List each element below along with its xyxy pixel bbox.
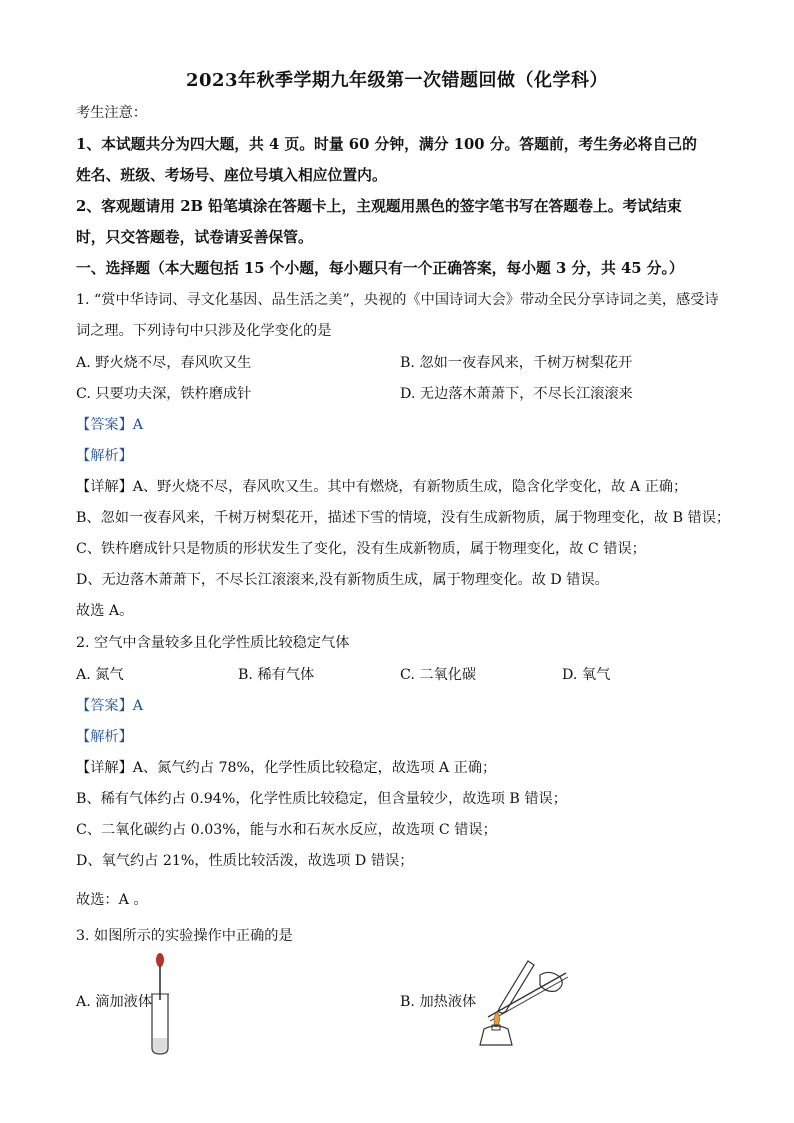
q3-option-b: B. 加热液体: [400, 994, 477, 1010]
page-title: 2023年秋季学期九年级第一次错题回做（化学科）: [185, 70, 609, 91]
q1-choice: 故选 A。: [76, 603, 134, 619]
alcohol-lamp: [480, 1026, 512, 1045]
heating-liquid-figure: [470, 955, 574, 1047]
q1-detail-c: C、铁杵磨成针只是物质的形状发生了变化，没有生成新物质，属于物理变化，故 C 错误；: [76, 541, 646, 557]
q2-detail-b: B、稀有气体约占 0.94%，化学性质比较稳定，但含量较少，故选项 B 错误；: [76, 791, 567, 807]
q1-detail-b: B、忽如一夜春风来，千树万树梨花开，描述下雪的情境，没有生成新物质，属于物理变化，故 B 错误；: [76, 510, 731, 526]
q1-analysis-label: 【解析】: [76, 448, 133, 464]
q1-detail-d: D、无边落木萧萧下，不尽长江滚滚来,没有新物质生成，属于物理变化。故 D 错误。: [76, 572, 609, 588]
notice-item-2-line-1: 2、客观题请用 2B 铅笔填涂在答题卡上，主观题用黑色的签字笔书写在答题卷上。考试结束: [76, 198, 682, 215]
q1-stem-line-2: 词之理。下列诗句中只涉及化学变化的是: [76, 323, 332, 339]
q2-choice: 故选：A 。: [76, 892, 148, 908]
q1-option-b: B. 忽如一夜春风来，千树万树梨花开: [400, 355, 633, 371]
dropper-bulb: [156, 953, 164, 967]
notice-item-1-line-2: 姓名、班级、考场号、座位号填入相应位置内。: [76, 167, 387, 184]
q2-detail-d: D、氧气约占 21%，性质比较活泼，故选项 D 错误；: [76, 853, 414, 869]
test-tube: [498, 961, 534, 1013]
q2-analysis-label: 【解析】: [76, 729, 133, 745]
q2-option-c: C. 二氧化碳: [400, 667, 477, 683]
notice-item-1-line-1: 1、本试题共分为四大题，共 4 页。时量 60 分钟，满分 100 分。答题前，考生务必将自己的: [76, 136, 697, 153]
q1-option-c: C. 只要功夫深，铁杵磨成针: [76, 386, 252, 402]
q2-option-b: B. 稀有气体: [238, 667, 315, 683]
q2-answer: 【答案】A: [76, 698, 143, 714]
notice-item-2-line-2: 时，只交答题卷，试卷请妥善保管。: [76, 229, 313, 246]
q2-detail-c: C、二氧化碳约占 0.03%，能与水和石灰水反应，故选项 C 错误；: [76, 822, 497, 838]
q3-option-a: A. 滴加液体: [76, 994, 153, 1010]
section-heading: 一、选择题（本大题包括 15 个小题，每小题只有一个正确答案，每小题 3 分，共 45 分。）: [76, 260, 684, 277]
q3-stem: 3. 如图所示的实验操作中正确的是: [76, 928, 293, 944]
q1-stem-line-1: 1. “赏中华诗词、寻文化基因、品生活之美”，央视的《中国诗词大会》带动全民分享诗词之美，感受诗: [76, 292, 719, 308]
q1-option-d: D. 无边落木萧萧下，不尽长江滚滚来: [400, 386, 633, 402]
q1-detail-a: 【详解】A、野火烧不尽，春风吹又生。其中有燃烧，有新物质生成，隐含化学变化，故 A 正确；: [76, 479, 688, 495]
q2-option-a: A. 氮气: [76, 667, 124, 683]
q2-detail-a: 【详解】A、氮气约占 78%，化学性质比较稳定，故选项 A 正确；: [76, 760, 497, 776]
q2-stem: 2. 空气中含量较多且化学性质比较稳定气体: [76, 635, 350, 651]
q2-option-d: D. 氧气: [562, 667, 611, 683]
notice-heading: 考生注意：: [76, 105, 147, 121]
test-tube-liquid: [153, 1038, 167, 1053]
test-tube-holder: [488, 973, 566, 1017]
q1-answer: 【答案】A: [76, 417, 143, 433]
dropper-into-test-tube-figure: [146, 950, 176, 1058]
q1-option-a: A. 野火烧不尽，春风吹又生: [76, 355, 252, 371]
